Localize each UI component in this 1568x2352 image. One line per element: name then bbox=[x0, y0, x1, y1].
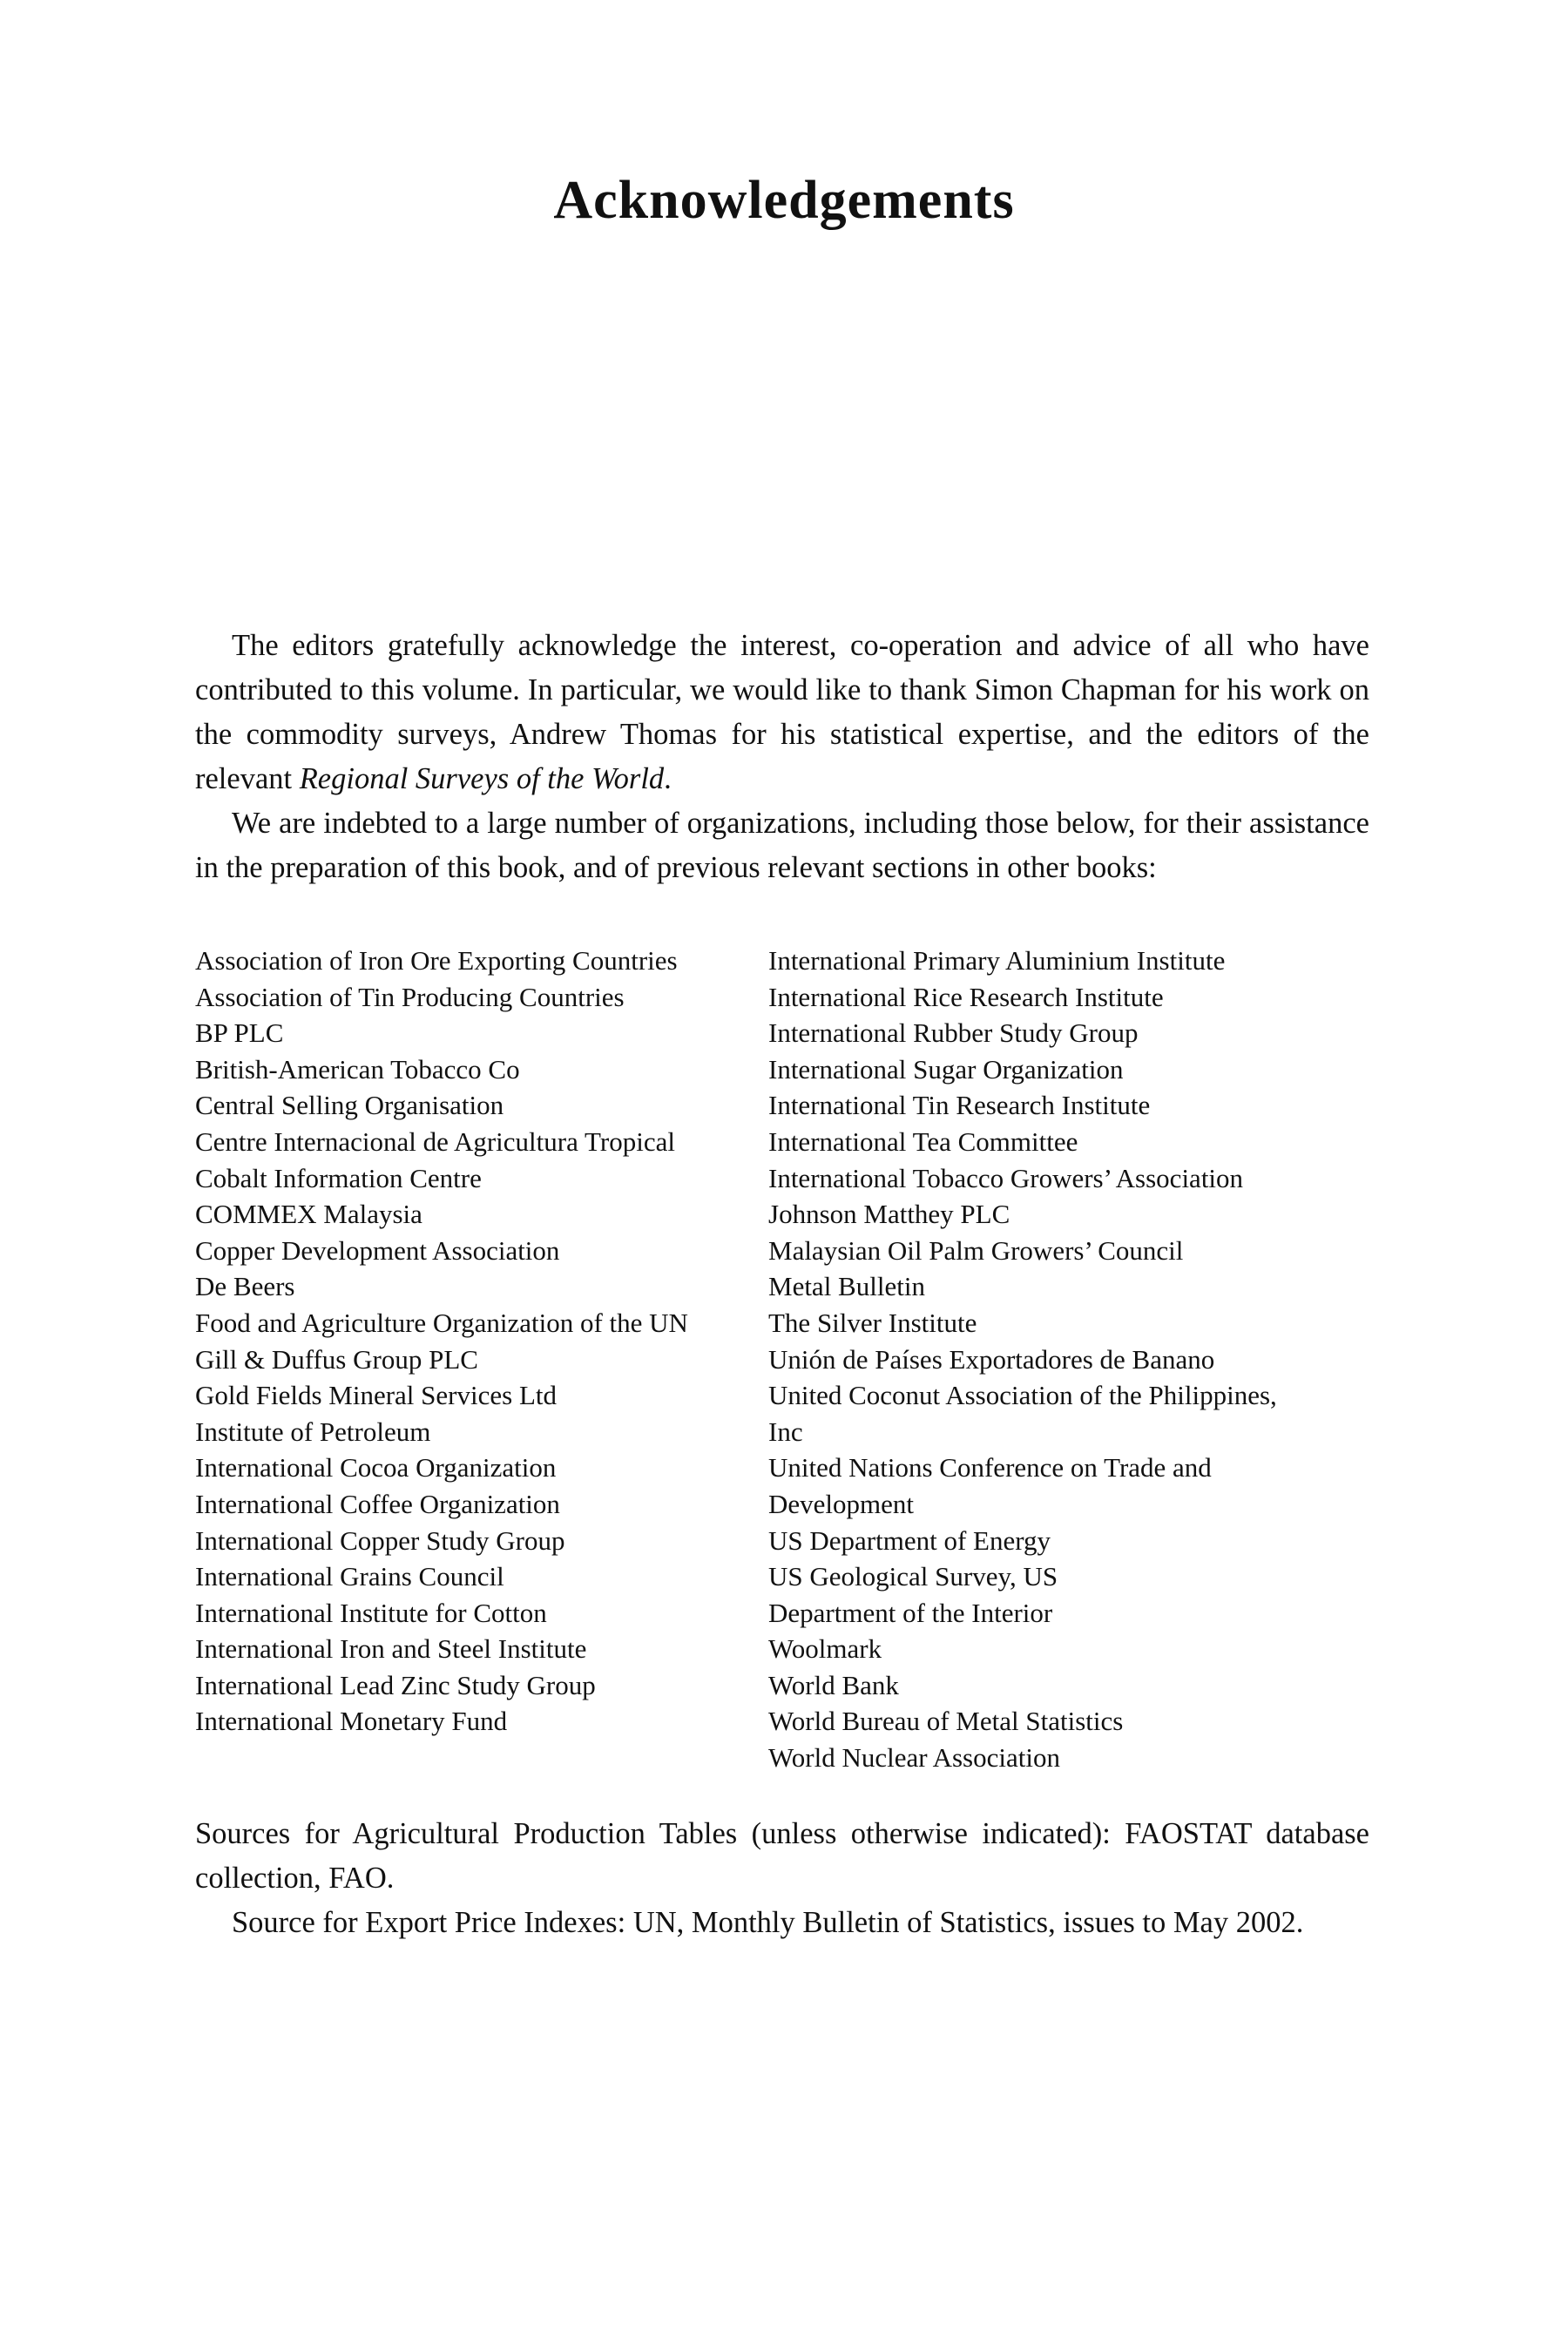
list-item: Department of the Interior bbox=[768, 1597, 1053, 1628]
list-item: International Tea Committee bbox=[768, 1125, 1078, 1157]
list-item: International Primary Aluminium Institute bbox=[768, 945, 1226, 976]
agricultural-sources-note: Sources for Agricultural Production Tables (unless otherwise indicated): FAOSTAT database collection, FAO. bbox=[195, 1817, 1369, 1895]
list-item: Association of Iron Ore Exporting Countries bbox=[195, 945, 678, 976]
list-item: United Coconut Association of the Philippines, bbox=[768, 1380, 1277, 1411]
list-item: British-American Tobacco Co bbox=[195, 1053, 520, 1085]
list-item: International Tobacco Growers’ Association bbox=[768, 1162, 1244, 1193]
list-item: World Nuclear Association bbox=[768, 1742, 1060, 1774]
list-item: US Geological Survey, US bbox=[768, 1561, 1058, 1592]
list-item: BP PLC bbox=[195, 1017, 284, 1049]
list-item: International Sugar Organization bbox=[768, 1053, 1124, 1085]
list-item: Copper Development Association bbox=[195, 1234, 560, 1266]
list-item: Centre Internacional de Agricultura Tropical bbox=[195, 1125, 675, 1157]
list-item: International Grains Council bbox=[195, 1561, 504, 1592]
list-item: International Lead Zinc Study Group bbox=[195, 1669, 596, 1700]
list-item: International Tin Research Institute bbox=[768, 1090, 1151, 1121]
list-item: US Department of Energy bbox=[768, 1524, 1051, 1556]
list-item: International Institute for Cotton bbox=[195, 1597, 547, 1628]
list-item: Central Selling Organisation bbox=[195, 1090, 504, 1121]
list-item: Association of Tin Producing Countries bbox=[195, 981, 625, 1012]
list-item: Cobalt Information Centre bbox=[195, 1162, 482, 1193]
list-item: International Monetary Fund bbox=[195, 1706, 508, 1737]
list-item: Woolmark bbox=[768, 1633, 882, 1665]
list-item: United Nations Conference on Trade and bbox=[768, 1452, 1212, 1484]
page-title: Acknowledgements bbox=[553, 171, 1015, 230]
intro-paragraph-1-text: The editors gratefully acknowledge the interest, co-operation and advice of all who have contributed to this volume. In particular, we would like to thank Simon Chapman for his work on the commodity surveys, Andrew Thomas for his statistical expertise, and the editors of the relevant bbox=[195, 629, 1369, 795]
intro-section bbox=[195, 624, 1369, 890]
list-item: Johnson Matthey PLC bbox=[768, 1199, 1010, 1230]
export-price-source-note: Source for Export Price Indexes: UN, Monthly Bulletin of Statistics, issues to May 2002. bbox=[232, 1906, 1304, 1939]
list-item: International Cocoa Organization bbox=[195, 1452, 557, 1484]
sources-section bbox=[195, 1812, 1369, 1945]
list-item: World Bureau of Metal Statistics bbox=[768, 1706, 1124, 1737]
list-item: International Iron and Steel Institute bbox=[195, 1633, 587, 1665]
regional-surveys-title: Regional Surveys of the World bbox=[299, 762, 665, 795]
list-item: Development bbox=[768, 1488, 915, 1519]
list-item: Metal Bulletin bbox=[768, 1271, 925, 1302]
list-item: Institute of Petroleum bbox=[195, 1416, 431, 1447]
list-item: World Bank bbox=[768, 1669, 899, 1700]
list-item: De Beers bbox=[195, 1271, 295, 1302]
list-item: Unión de Países Exportadores de Banano bbox=[768, 1343, 1215, 1375]
organizations-list-left bbox=[195, 943, 753, 1740]
list-item: Inc bbox=[768, 1416, 803, 1447]
list-item: Food and Agriculture Organization of the UN bbox=[195, 1307, 688, 1338]
list-item: International Rubber Study Group bbox=[768, 1017, 1139, 1049]
intro-paragraph-2: We are indebted to a large number of organizations, including those below, for their assistance in the preparation of this book, and of previous relevant sections in other books: bbox=[195, 807, 1369, 884]
list-item: International Copper Study Group bbox=[195, 1524, 565, 1556]
list-item: Gold Fields Mineral Services Ltd bbox=[195, 1380, 557, 1411]
organizations-list-right bbox=[768, 943, 1369, 1776]
list-item: The Silver Institute bbox=[768, 1307, 977, 1338]
intro-paragraph-1 bbox=[195, 624, 1369, 801]
list-item: International Coffee Organization bbox=[195, 1488, 560, 1519]
list-item: Gill & Duffus Group PLC bbox=[195, 1343, 478, 1375]
list-item: International Rice Research Institute bbox=[768, 981, 1164, 1012]
list-item: COMMEX Malaysia bbox=[195, 1199, 422, 1230]
list-item: Malaysian Oil Palm Growers’ Council bbox=[768, 1234, 1184, 1266]
intro-paragraph-1-end: . bbox=[664, 762, 672, 795]
